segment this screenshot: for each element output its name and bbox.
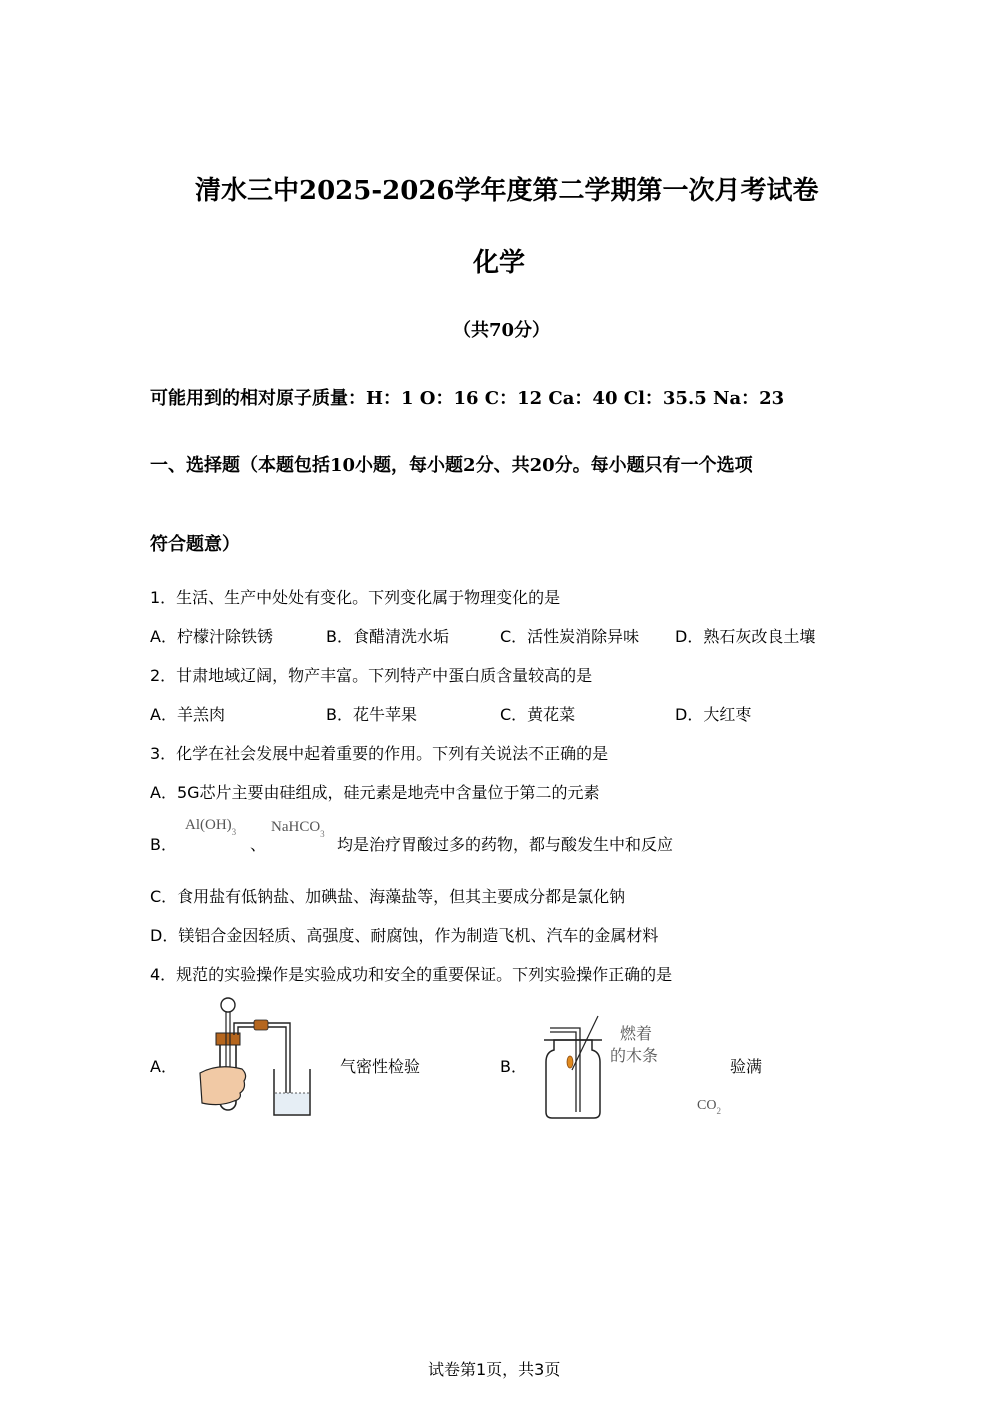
q1-stem: 1．生活、生产中处处有变化。下列变化属于物理变化的是 [150,588,561,607]
q2-option-d: D．大红枣 [675,705,752,724]
q4-option-a-caption: 气密性检验 [340,1057,421,1076]
q1-option-b: B．食醋清洗水垢 [326,627,449,646]
q4-option-b-label: B． [500,1057,527,1076]
q2-stem: 2．甘肃地域辽阔，物产丰富。下列特产中蛋白质含量较高的是 [150,666,593,685]
rubber-stopper [216,1033,240,1045]
q4-option-b-caption: 验满 [730,1057,763,1076]
figure-label-burning: 燃着 [620,1024,653,1043]
page-footer: 试卷第1页，共3页 [428,1360,561,1379]
formula-co2: $CO_2$ [697,1098,721,1116]
q3-option-c: C．食用盐有低钠盐、加碘盐、海藻盐等，但其主要成分都是氯化钠 [150,887,626,906]
funnel-bulb [221,998,235,1012]
atomic-mass-line: 可能用到的相对原子质量：H：1 O：16 C：12 Ca：40 Cl：35.5 Na：23 [150,388,785,409]
co2-collection-figure [540,1012,685,1122]
airtightness-apparatus-figure [190,995,320,1120]
formula-nahco3: NaHCO$_3$ [271,819,325,839]
q4-stem: 4．规范的实验操作是实验成功和安全的重要保证。下列实验操作正确的是 [150,965,673,984]
clamp [254,1020,268,1030]
delivery-tube [234,1023,290,1105]
q1-option-a: A．柠檬汁除铁锈 [150,627,273,646]
q1-option-c: C．活性炭消除异味 [500,627,640,646]
total-score: （共70分） [453,320,551,341]
gas-jar [546,1040,600,1118]
q2-option-a: A．羊羔肉 [150,705,225,724]
q3-option-b-sep: 、 [250,835,267,854]
section-title-line1: 一、选择题（本题包括10小题，每小题2分、共20分。每小题只有一个选项 [150,455,753,476]
q2-option-b: B．花牛苹果 [326,705,417,724]
q3-option-a: A．5G芯片主要由硅组成，硅元素是地壳中含量位于第二的元素 [150,783,600,802]
q1-option-d: D．熟石灰改良土壤 [675,627,816,646]
q2-option-c: C．黄花菜 [500,705,576,724]
q3-option-b-label: B． [150,835,177,854]
formula-aloh3: $Al(OH)_3$ [185,817,237,837]
q3-stem: 3．化学在社会发展中起着重要的作用。下列有关说法不正确的是 [150,744,609,763]
section-title-line2: 符合题意） [150,534,240,555]
q3-option-b-text: 均是治疗胃酸过多的药物，都与酸发生中和反应 [337,835,674,854]
page-title: 清水三中2025-2026学年度第二学期第一次月考试卷 [195,176,819,206]
subject-title: 化学 [473,248,526,278]
flame [567,1056,573,1068]
q3-option-d: D．镁铝合金因轻质、高强度、耐腐蚀，作为制造飞机、汽车的金属材料 [150,926,659,945]
hand [200,1067,246,1105]
q4-option-a-label: A． [150,1057,177,1076]
figure-label-stick: 的木条 [610,1046,659,1065]
